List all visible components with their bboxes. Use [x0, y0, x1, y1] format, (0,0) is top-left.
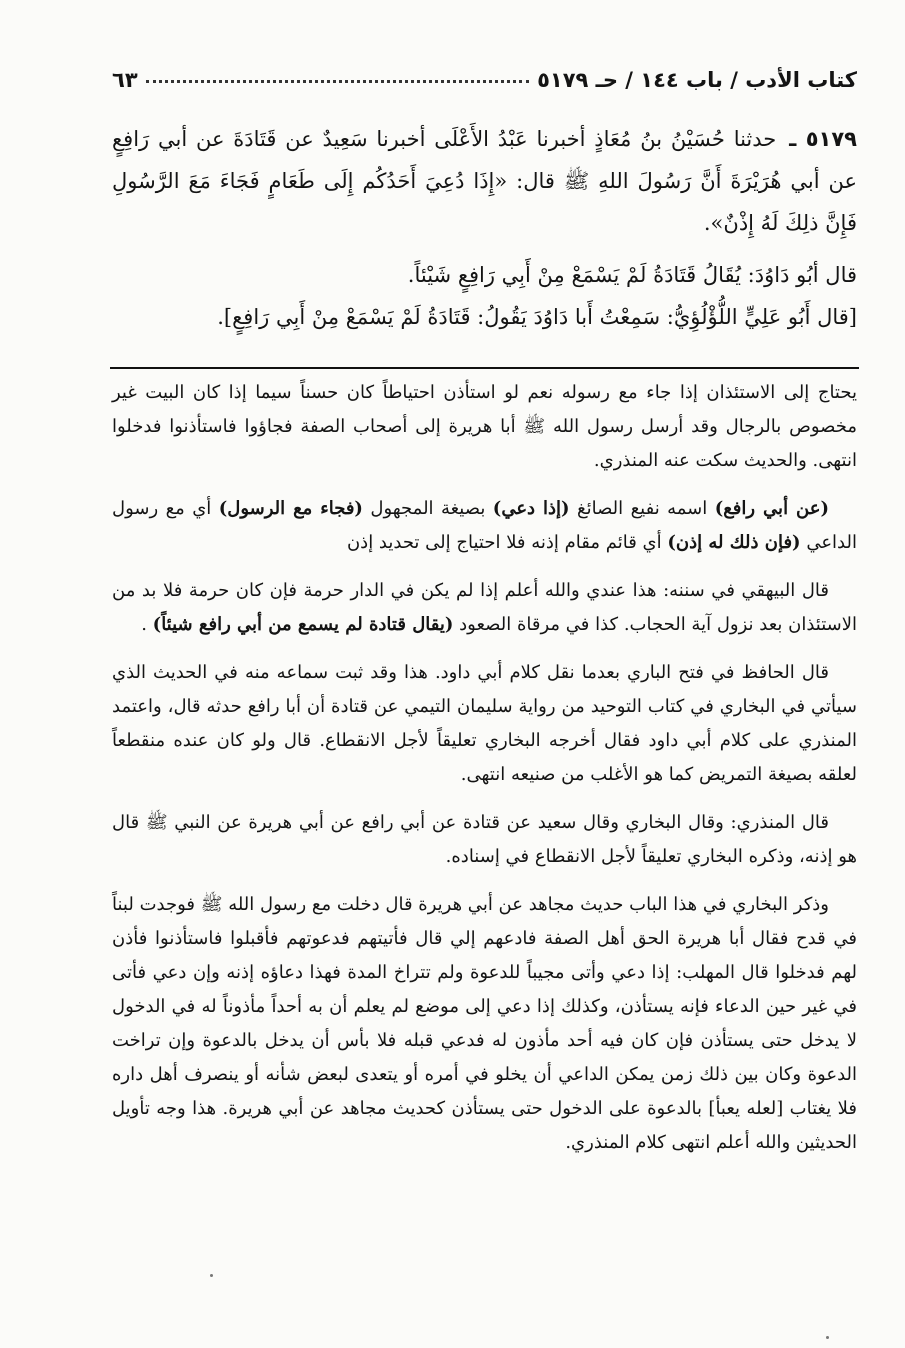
- quoted-phrase: (فإن ذلك له إذن): [667, 532, 801, 553]
- explanation-text: أي مع رسول الداعي: [112, 498, 857, 553]
- commentary-paragraph-1: يحتاج إلى الاستئذان إذا جاء مع رسوله نعم لو استأذن احتياطاً كان حسناً سيما إذا كان البيت غير مخصوص بالرجال وقد أرسل رسول الله ﷺ أبا هريرة إلى أصحاب الصفة فجاؤوا فاستأذنوا فدخلوا انتهى. والحديث سكت عنه المنذري.: [112, 382, 857, 471]
- explanation-text: .: [141, 614, 147, 635]
- commentary-paragraph-4: قال الحافظ في فتح الباري بعدما نقل كلام أبي داود. هذا وقد ثبت سماعه منه في الحديث الذي سيأتي في البخاري في كتاب التوحيد من رواية سليمان التيمي عن قتادة أن أبا رافع حدثه قال، واعتمد المنذري على كلام أبي داود فقال أخرجه البخاري تعليقاً لأجل الانقطاع. قال ولو كان عنده منقطعاً لعلقه بصيغة التمريض كما هو الأغلب من صنيعه انتهى.: [112, 662, 857, 785]
- quoted-phrase: (فجاء مع الرسول): [218, 498, 363, 519]
- commentary-paragraph-3: [112, 574, 857, 642]
- hadith-text-block: [112, 118, 857, 338]
- explanation-text: بصيغة المجهول: [370, 498, 486, 519]
- commentary-paragraph-6: وذكر البخاري في هذا الباب حديث مجاهد عن أبي هريرة قال دخلت مع رسول الله ﷺ فوجدت لبناً في قدح فقال أبا هريرة الحق أهل الصفة فادعهم إلي قال فأتيتهم فدعوتهم فأقبلوا فاستأذنوا فأذن لهم فدخلوا قال المهلب: إذا دعي وأتى مجيباً للدعوة ولم تتراخ المدة فهذا دعاؤه إذنه وإن دعي فأتى في غير حين الدعاء فإنه يستأذن، وكذلك إذا دعي إلى موضع لم يعلم أن به أحداً مأذوناً له في الدخول لا يدخل حتى يستأذن فإن كان فيه أحد مأذون له فدعي قبله فلا بأس أن يدخل بالدعوة وإن تراخت الدعوة وكان بين ذلك زمن يمكن الداعي أن يخلو في أمره أو يتعدى لبعض شأنه أو ينصرف أهل داره فلا يغتاب [لعله يعبأ] بالدعوة على الدخول حتى يستأذن كحديث مجاهد عن أبي هريرة. هذا وجه تأويل الحديثين والله أعلم انتهى كلام المنذري.: [112, 894, 857, 1153]
- commentary-paragraph-2: [112, 492, 857, 560]
- hadith-chain-and-text: حدثنا حُسَيْنُ بنُ مُعَاذٍ أخبرنا عَبْدُ الأَعْلَى أخبرنا سَعِيدٌ عن قَتَادَةَ عن أبي رَافِعٍ عن أبي هُرَيْرَةَ أَنَّ رَسُولَ اللهِ ﷺ قال: «إِذَا دُعِيَ أَحَدُكُم إِلَى طَعَامٍ فَجَاءَ مَعَ الرَّسُولِ فَإِنَّ ذلِكَ لَهُ إِذْنٌ».: [112, 127, 857, 235]
- scan-speck: [210, 1274, 213, 1277]
- quoted-phrase: (إذا دعي): [492, 498, 570, 519]
- separator-rule: [110, 367, 859, 369]
- explanation-text: اسمه نفيع الصائغ: [577, 498, 708, 519]
- commentary-paragraph-5: قال المنذري: وقال البخاري وقال سعيد عن قتادة عن أبي رافع عن أبي هريرة عن النبي ﷺ قال هو إذنه، وذكره البخاري تعليقاً لأجل الانقطاع في إسناده.: [112, 812, 857, 867]
- abu-dawud-note: قال أبُو دَاوُدَ: يُقَالُ قَتَادَةُ لَمْ يَسْمَعْ مِنْ أَبِي رَافِعٍ شَيْئاً.: [407, 263, 857, 287]
- quoted-phrase: (عن أبي رافع): [714, 498, 829, 519]
- header-dotted-leader: [146, 79, 529, 83]
- luluai-note: [قال أَبُو عَلِيٍّ اللُّؤْلُؤِيُّ: سَمِعْتُ أَبا دَاوُدَ يَقُولُ: قَتَادَةُ لَمْ يَسْمَعْ مِنْ أَبِي رَافِعٍ].: [217, 305, 857, 329]
- scan-speck: [826, 1336, 829, 1339]
- page-number: ٦٣: [112, 68, 138, 92]
- explanation-text: قال البيهقي في سننه: هذا عندي والله أعلم إذا لم يكن في الدار حرمة فإن كان حرمة فلا بد من الاستئذان بعد نزول آية الحجاب. كذا في مرقاة الصعود: [112, 580, 857, 635]
- running-title: كتاب الأدب / باب ١٤٤ / حـ ٥١٧٩: [537, 68, 857, 92]
- page-header: [112, 52, 857, 92]
- explanation-text: أي قائم مقام إذنه فلا احتياج إلى تحديد إذن: [346, 532, 662, 553]
- hadith-number: ٥١٧٩ ـ: [789, 127, 857, 151]
- quoted-phrase: (يقال قتادة لم يسمع من أبي رافع شيئاً): [152, 614, 454, 635]
- commentary-block: [112, 376, 857, 1174]
- hadith-paragraph: [112, 118, 857, 244]
